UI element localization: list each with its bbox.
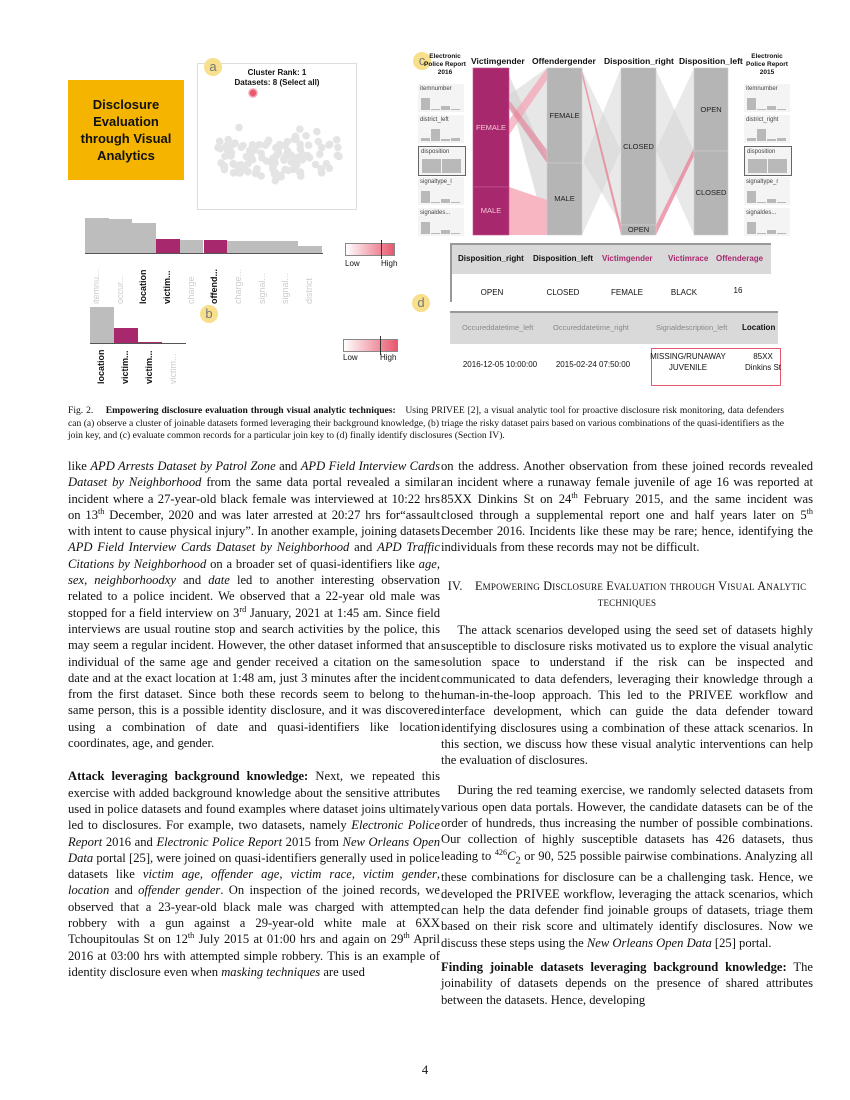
histogram-bar xyxy=(421,138,430,141)
histogram-bar xyxy=(767,139,776,141)
bar-label[interactable]: victim... xyxy=(144,350,154,384)
text-run: APD Field Interview Cards Dataset by Neighborhood xyxy=(68,459,440,490)
attribute-histogram[interactable] xyxy=(744,208,790,236)
paragraph xyxy=(68,458,440,751)
bar-label[interactable]: itemnu... xyxy=(90,269,101,304)
histogram-bar xyxy=(431,129,440,141)
table-1-column-header[interactable]: Offenderage xyxy=(716,254,764,263)
histogram-bar xyxy=(442,159,461,173)
text-run: January, 2021 at 1:45 am. Since field interviews are usual routine stop and search activities by the police, this may seem a regular incident. However, the other dataset informed that an individual of the same age and gender received a citation on the same date and at the exact location at 1:48 am, just 3 minutes after the incident from the first dataset. Since both these records seem to belong to the same person, this is a possible identity disclosure, and it was discovered using a combination of date and quasi-identifiers like location coordinates, age, and gender. xyxy=(68,605,441,751)
table-1-column-header[interactable]: Disposition_right xyxy=(458,254,524,263)
text-run: Electronic Police Report xyxy=(156,834,283,849)
text-run: age xyxy=(418,556,437,571)
text-run: date xyxy=(208,573,230,588)
axis-title[interactable]: Victimgender xyxy=(471,56,525,66)
text-run: C xyxy=(507,848,516,863)
table-1-cell: CLOSED xyxy=(546,288,580,297)
table-1-cell: 16 xyxy=(733,286,743,295)
page-number: 4 xyxy=(421,1063,429,1077)
histogram-bar xyxy=(422,159,441,173)
badge-b: b xyxy=(200,305,218,323)
bar-label[interactable]: occur... xyxy=(114,274,125,304)
histogram-bar xyxy=(768,159,787,173)
attribute-histogram[interactable] xyxy=(418,146,466,176)
text-run: [25] portal. xyxy=(711,935,772,950)
text-run: April 2016 at 03:00 hrs with attempted simple robbery. This is an example of identity disclosure even when xyxy=(68,932,440,979)
bar-label[interactable]: signal... xyxy=(256,272,267,304)
text-run: th xyxy=(98,506,105,516)
histogram-bar xyxy=(441,139,450,141)
category-label: MALE xyxy=(554,194,575,203)
attribute-name: itemnumber xyxy=(746,86,778,92)
text-run: December, 2020 and was later arrested at 20:27 hrs for“assault with intent to cause physical injury”. In another example, joining datasets xyxy=(68,507,440,539)
attribute-histogram[interactable] xyxy=(744,146,792,176)
text-run: victim age xyxy=(142,867,200,882)
text-run: , xyxy=(436,556,440,571)
text-run: from the same data portal revealed a similar incident where a 27-year-old black female was interviewed at 10:22 hrs on 13 xyxy=(68,475,440,522)
attribute-histogram[interactable] xyxy=(744,177,790,205)
text-run: 2 xyxy=(515,855,521,867)
table-1-cell: FEMALE xyxy=(610,288,643,297)
attribute-name: disposition xyxy=(421,149,450,155)
table-2-cell: MISSING/RUNAWAY JUVENILE xyxy=(650,352,726,372)
title-box-text: Disclosure Evaluation through Visual Analytics xyxy=(80,97,172,163)
histogram-bar xyxy=(757,109,766,110)
histogram-bar xyxy=(451,233,460,234)
text-run: or 90, 525 possible pairwise combinations. Analyzing all these combinations for disclosure can be a challenging task. Hence, we developed the PRIVEE workflow, leveraging the attack scenarios, which can help the data defender find joinable groups of datasets, triage them based on their risk score and ultimately identify disclosures. Now we discuss these steps using the xyxy=(441,848,813,950)
text-run: led to another interesting observation related to a police incident. We observed that a 22-year old male was stopped for a field interview on 3 xyxy=(68,573,440,620)
histogram-bar xyxy=(441,199,450,203)
text-run: and xyxy=(175,573,209,588)
category-label: CLOSED xyxy=(695,188,727,197)
histogram-bar xyxy=(441,230,450,234)
histogram-bar xyxy=(421,222,430,234)
table-1-border xyxy=(450,272,452,302)
bar-label[interactable]: victim... xyxy=(120,350,130,384)
bar-label[interactable]: victim... xyxy=(161,270,172,304)
datasets-select-all[interactable]: Datasets: 8 (Select all) xyxy=(234,78,320,87)
histogram-bar xyxy=(767,106,776,110)
text-run: and xyxy=(349,540,378,555)
histogram-bar xyxy=(431,202,440,203)
text-run: offender age xyxy=(211,867,280,882)
paragraph xyxy=(68,768,440,980)
histogram-bar xyxy=(767,199,776,203)
histogram-bar xyxy=(757,129,766,141)
legend-high: High xyxy=(381,259,398,268)
text-run: New Orleans Open Data xyxy=(68,834,440,865)
text-run: and xyxy=(109,883,139,898)
text-run: APD Traffic Citations by Neighborhood xyxy=(68,540,440,571)
paragraph xyxy=(441,458,813,556)
text-run: , xyxy=(351,867,364,882)
text-run: 426 xyxy=(494,847,508,857)
text-run: rd xyxy=(239,604,247,614)
right-dataset-name: Electronic Police Report 2015 xyxy=(746,53,788,76)
histogram-bar xyxy=(441,106,450,110)
bar-label[interactable]: charge... xyxy=(233,268,244,304)
text-run: th xyxy=(187,931,195,941)
histogram-bar xyxy=(777,109,786,110)
right-column xyxy=(441,458,813,1008)
text-run: 2015 from xyxy=(282,834,343,849)
histogram-bar xyxy=(451,109,460,110)
left-dataset-name: Electronic Police Report 2016 xyxy=(424,53,466,76)
paragraph xyxy=(441,782,813,950)
histogram-bar xyxy=(747,138,756,141)
histogram-bar xyxy=(431,233,440,234)
text-run: masking techniques xyxy=(221,964,321,979)
text-run: July 2015 at 01:00 hrs and again on 29 xyxy=(194,932,404,947)
text-run: Electronic Police Report xyxy=(68,818,440,849)
table-2-cell: 85XX Dinkins St xyxy=(744,352,781,372)
axis-title[interactable]: Disposition_right xyxy=(604,56,674,66)
badge-d: d xyxy=(412,294,430,312)
histogram-bar xyxy=(451,138,460,141)
attribute-name: signaldes... xyxy=(420,210,451,216)
histogram-bar xyxy=(747,191,756,203)
table-1-column-header[interactable]: Victimrace xyxy=(668,254,709,263)
legend-high: High xyxy=(380,353,397,362)
histogram-bar xyxy=(747,222,756,234)
attribute-histogram[interactable] xyxy=(744,84,790,112)
histogram-bar xyxy=(767,230,776,234)
table-2-column-header[interactable]: Location xyxy=(742,323,776,332)
text-run: , xyxy=(436,867,440,882)
attribute-histogram[interactable] xyxy=(744,115,790,143)
left-column xyxy=(68,458,440,980)
attribute-histogram[interactable] xyxy=(418,115,464,143)
text-run: The attack scenarios developed using the seed set of datasets highly susceptible to disclosure risks motivated us to explore the visual analytic solution space to understand if the risk can be inspected and communicated to data defenders, leveraging their knowledge through a human-in-the-loop approach. This led to the PRIVEE workflow and interface development, which can guide the data defender toward identifying disclosures using a combination of these attack scenarios. In this section, we discuss how these visual analytic interventions can help the evaluation of disclosures. xyxy=(441,622,813,768)
text-run: Empowering disclosure evaluation through visual analytic techniques: xyxy=(105,405,396,416)
text-run: During the red teaming exercise, we randomly selected datasets from various open data portals. However, the candidate datasets can be of the order of hundreds, thus increasing the number of possible combinations. Our collection of highly susceptible datasets has 426 datasets, thus leading to xyxy=(441,783,813,863)
legend-low: Low xyxy=(343,353,358,362)
text-run: th xyxy=(403,931,410,941)
axis-title[interactable]: Offendergender xyxy=(532,56,596,66)
histogram-bar xyxy=(748,159,767,173)
badge-c: c xyxy=(413,52,431,70)
histogram-bar xyxy=(777,202,786,203)
attribute-name: signaldes... xyxy=(746,210,777,216)
text-run: location xyxy=(68,883,110,898)
histogram-bar xyxy=(777,233,786,234)
paragraph xyxy=(441,622,813,769)
histogram-bar xyxy=(747,98,756,110)
bar-label[interactable]: location xyxy=(138,269,149,304)
histogram-bar xyxy=(421,191,430,203)
text-run: , xyxy=(84,573,95,588)
text-run: APD Field Interview Cards Dataset by Neighborhood xyxy=(68,540,350,555)
text-run: are used xyxy=(320,964,365,979)
attribute-histogram[interactable] xyxy=(418,208,464,236)
text-run: The joinability of datasets depends on the presence of shared attributes between the datasets. Hence, developing xyxy=(441,959,813,1007)
table-2-column-header[interactable]: Signaldescription_left xyxy=(656,323,728,332)
section-heading: IV. Empowering Disclosure Evaluation through Visual Analytic techniques xyxy=(447,578,807,609)
category-label: MALE xyxy=(480,206,502,215)
histogram-bar xyxy=(451,202,460,203)
attribute-histogram[interactable] xyxy=(418,84,464,112)
bar-label[interactable]: district xyxy=(304,277,315,304)
bar-label[interactable]: victim... xyxy=(168,353,178,384)
table-1-column-header[interactable]: Victimgender xyxy=(602,254,653,263)
table-2-cell: 2016-12-05 10:00:00 xyxy=(462,360,538,369)
table-1-column-header[interactable]: Disposition_left xyxy=(533,254,594,263)
histogram-bar xyxy=(777,138,786,141)
text-run: offender gender xyxy=(138,883,221,898)
text-run: neighborhoodxy xyxy=(94,573,176,588)
text-run: Next, we repeated this exercise with added background knowledge about the sensitive attributes used in police datasets and found examples where dataset joins ultimately led to disclosures. For example, two datasets, namely xyxy=(68,769,441,833)
axis-title[interactable]: Disposition_left xyxy=(679,56,743,66)
attribute-name: signaltype_r xyxy=(746,179,779,185)
text-run: , xyxy=(199,867,212,882)
category-label: CLOSED xyxy=(623,141,654,151)
text-run: sex xyxy=(68,573,85,588)
text-run: Fig. 2. xyxy=(68,405,106,416)
text-run: Using PRIVEE [2], a visual analytic tool for proactive disclosure risk monitoring, data defenders can (a) observe a cluster of joinable datasets formed leveraging their background knowledge, (b) triage the risky dataset pairs based on various combinations of the quasi-identifiers as the join key, and (c) evaluate common records for a particular join key to (d) finally identify disclosures (Section IV). xyxy=(68,405,784,441)
badge-a: a xyxy=(204,58,222,76)
attribute-name: district_right xyxy=(746,117,779,123)
text-run: Finding joinable datasets leveraging background knowledge: xyxy=(441,959,787,974)
category-label: FEMALE xyxy=(475,122,506,132)
category-label: FEMALE xyxy=(549,110,580,120)
text-run: Attack leveraging background knowledge: xyxy=(68,769,309,784)
cluster-rank-label: Cluster Rank: 1 xyxy=(247,68,307,77)
text-run: and xyxy=(275,459,301,473)
category-label: OPEN xyxy=(627,225,650,234)
text-run: th xyxy=(806,506,813,516)
histogram-bar xyxy=(757,233,766,234)
table-2-column-header[interactable]: Occureddatetime_right xyxy=(553,323,629,332)
bar-label[interactable]: charge xyxy=(185,276,196,304)
table-1-cell: BLACK xyxy=(670,288,698,297)
text-run: on a broader set of quasi-identifiers like xyxy=(206,556,419,571)
text-run: APD Arrests Dataset by Patrol Zone xyxy=(90,459,276,473)
attribute-name: disposition xyxy=(747,149,776,155)
text-run: . On inspection of the joined records, we observed that a 23-year-old black male was charged with attempted robbery with a gun against a 29-year-old white male at 6XX Tchoupitoulas St on 12 xyxy=(68,883,441,947)
histogram-bar xyxy=(757,202,766,203)
bar-label[interactable]: location xyxy=(96,349,106,384)
histogram-bar xyxy=(431,109,440,110)
legend-low: Low xyxy=(345,259,360,268)
text-run: th xyxy=(571,490,578,500)
attribute-histogram[interactable] xyxy=(418,177,464,205)
text-run: February 2015, and the same incident was closed through a supplemental report one and half years later on 5 xyxy=(441,491,813,522)
text-run: like xyxy=(68,459,91,473)
text-run: victim gender xyxy=(363,867,437,882)
bar-label[interactable]: offend... xyxy=(209,269,220,304)
text-run: victim race xyxy=(290,867,352,882)
text-run: New Orleans Open Data xyxy=(586,935,712,950)
category-label: OPEN xyxy=(700,104,722,114)
text-run: December 2016. Incidents like these may be rare; hence, identifying the individuals from these records may not be difficult. xyxy=(441,524,813,555)
table-1-cell: OPEN xyxy=(480,288,504,297)
histogram-bar xyxy=(421,98,430,110)
text-run: , xyxy=(279,867,291,882)
paragraph xyxy=(441,959,813,1008)
attribute-name: itemnumber xyxy=(420,86,452,92)
attribute-name: district_left xyxy=(420,117,449,123)
table-2-cell: 2015-02-24 07:50:00 xyxy=(555,360,631,369)
table-2-column-header[interactable]: Occureddatetime_left xyxy=(462,323,534,332)
text-run: on the address. Another observation from these joined records revealed an incident where a runaway female juvenile of age 16 was reported at 85XX Dinkins St on 24 xyxy=(441,459,813,506)
attribute-name: signaltype_l xyxy=(420,179,452,185)
text-run: portal [25], were joined on quasi-identifiers generally used in police datasets like xyxy=(68,850,440,882)
bar-label[interactable]: signal... xyxy=(280,272,291,304)
text-run: 2016 and xyxy=(102,834,157,849)
figure-caption xyxy=(68,405,784,443)
